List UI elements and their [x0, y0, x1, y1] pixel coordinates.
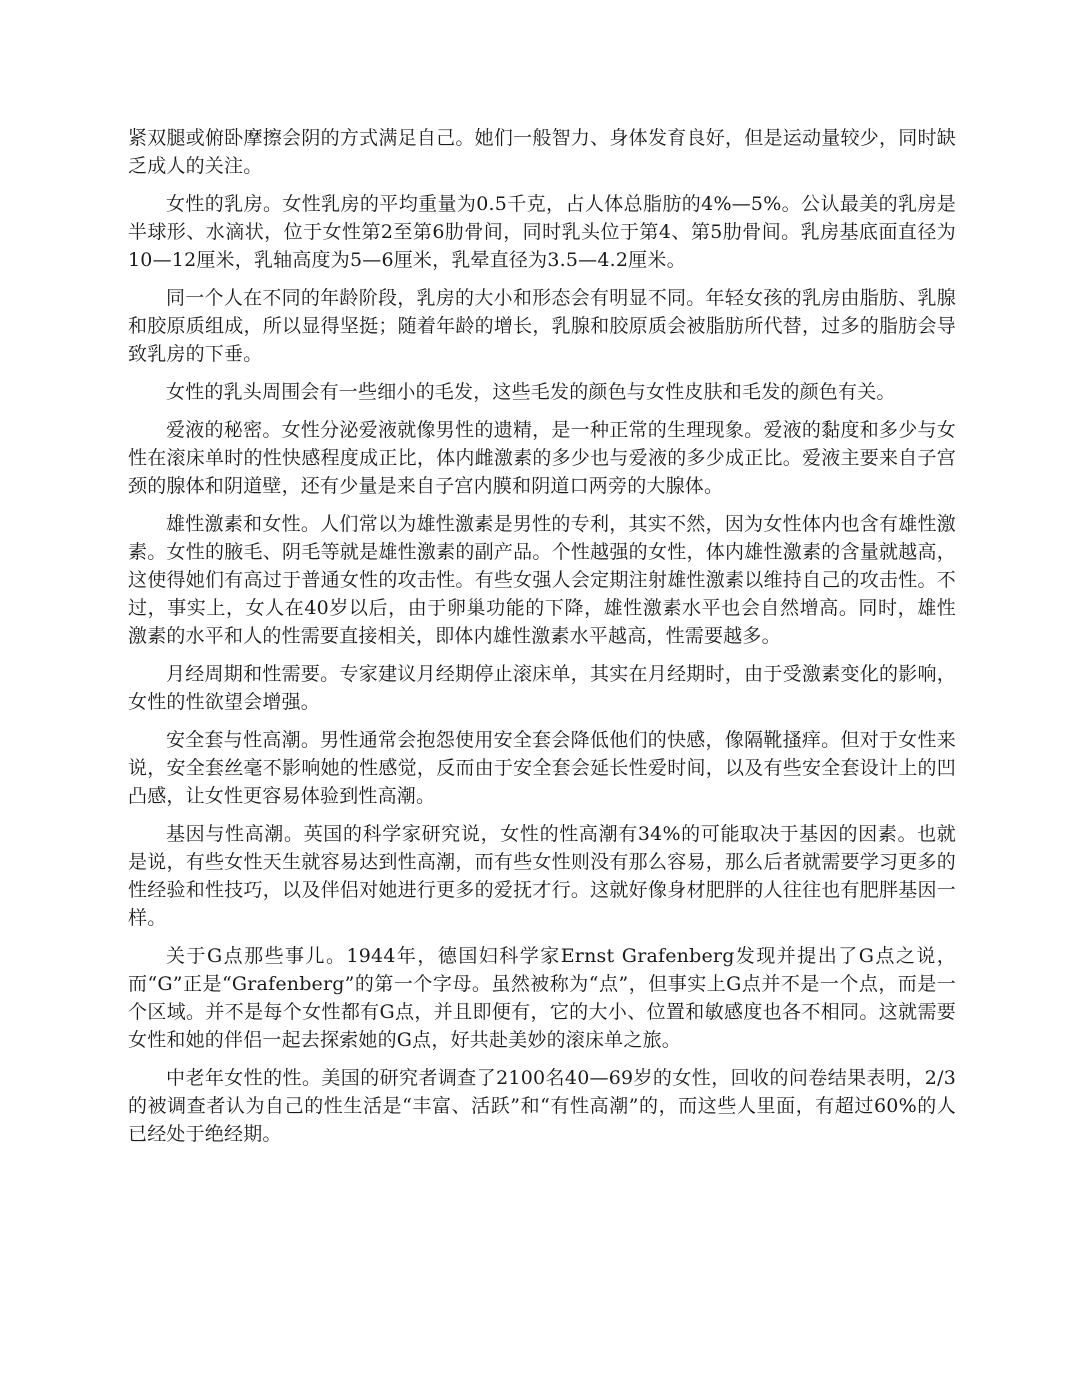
paragraph-nipple-hair: 女性的乳头周围会有一些细小的毛发，这些毛发的颜色与女性皮肤和毛发的颜色有关。: [166, 381, 896, 403]
paragraph-androgen: 雄性激素和女性。人们常以为雄性激素是男性的专利，其实不然，因为女性体内也含有雄性激素。女性的腋毛、阴毛等就是雄性激素的副产品。个性越强的女性，体内雄性激素的含量就越高，这使得她们有高过于普通女性的攻击性。有些女强人会定期注射雄性激素以维持自己的攻击性。不过，事实上，女人在40岁以后，由于卵巢功能的下降，雄性激素水平也会自然增高。同时，雄性激素的水平和人的性需要直接相关，即体内雄性激素水平越高，性需要越多。: [128, 513, 956, 647]
paragraph-menstrual-cycle: 月经周期和性需要。专家建议月经期停止滚床单，其实在月经期时，由于受激素变化的影响，女性的性欲望会增强。: [128, 663, 956, 713]
paragraph-love-fluid: 爱液的秘密。女性分泌爱液就像男性的遗精，是一种正常的生理现象。爱液的黏度和多少与女性在滚床单时的性快感程度成正比，体内雌激素的多少也与爱液的多少成正比。爱液主要来自子宫颈的腺体和阴道壁，还有少量是来自子宫内膜和阴道口两旁的大腺体。: [128, 419, 956, 497]
paragraph-genes: 基因与性高潮。英国的科学家研究说，女性的性高潮有34%的可能取决于基因的因素。也就是说，有些女性天生就容易达到性高潮，而有些女性则没有那么容易，那么后者就需要学习更多的性经验和性技巧，以及伴侣对她进行更多的爱抚才行。这就好像身材肥胖的人往往也有肥胖基因一样。: [128, 823, 956, 929]
paragraph-middle-aged: 中老年女性的性。美国的研究者调查了2100名40—69岁的女性，回收的问卷结果表明，2/3的被调查者认为自己的性生活是“丰富、活跃”和“有性高潮”的，而这些人里面，有超过60%的人已经处于绝经期。: [128, 1067, 956, 1145]
document-page: [128, 124, 956, 1158]
paragraph-condom: 安全套与性高潮。男性通常会抱怨使用安全套会降低他们的快感，像隔靴搔痒。但对于女性来说，安全套丝毫不影响她的性感觉，反而由于安全套会延长性爱时间，以及有些安全套设计上的凹凸感，让女性更容易体验到性高潮。: [128, 729, 956, 807]
paragraph-g-spot: 关于G点那些事儿。1944年，德国妇科学家Ernst Grafenberg发现并提出了G点之说，而“G”正是“Grafenberg”的第一个字母。虽然被称为“点”，但事实上G点并不是一个点，而是一个区域。并不是每个女性都有G点，并且即便有，它的大小、位置和敏感度也各不相同。这就需要女性和她的伴侣一起去探索她的G点，好共赴美妙的滚床单之旅。: [128, 945, 956, 1051]
paragraph-breast-age: 同一个人在不同的年龄阶段，乳房的大小和形态会有明显不同。年轻女孩的乳房由脂肪、乳腺和胶原质组成，所以显得坚挺；随着年龄的增长，乳腺和胶原质会被脂肪所代替，过多的脂肪会导致乳房的下垂。: [128, 287, 956, 365]
paragraph-continuation: 紧双腿或俯卧摩擦会阴的方式满足自己。她们一般智力、身体发育良好，但是运动量较少，同时缺乏成人的关注。: [128, 127, 956, 177]
paragraph-breasts: 女性的乳房。女性乳房的平均重量为0.5千克，占人体总脂肪的4%—5%。公认最美的乳房是半球形、水滴状，位于女性第2至第6肋骨间，同时乳头位于第4、第5肋骨间。乳房基底面直径为10—12厘米，乳轴高度为5—6厘米，乳晕直径为3.5—4.2厘米。: [128, 193, 956, 271]
